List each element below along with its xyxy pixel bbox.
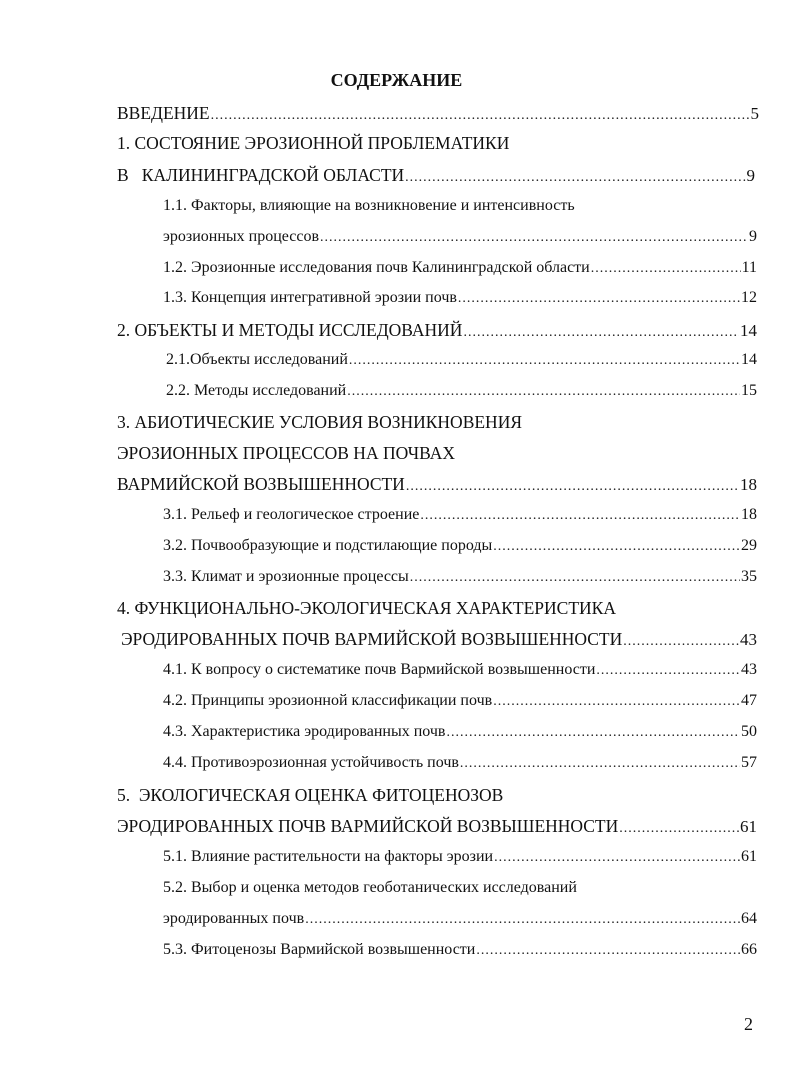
toc-entry-text: 1.1. Факторы, влияющие на возникновение и интенсивность [163,197,575,214]
toc-entry-text: 1.3. Концепция интегративной эрозии почв [163,289,457,306]
toc-entry-text: 5. ЭКОЛОГИЧЕСКАЯ ОЦЕНКА ФИТОЦЕНОЗОВ [117,785,504,805]
toc-entry-text: 4.1. К вопросу о систематике почв Вармийской возвышенности [163,661,596,678]
toc-page-number: 29 [741,537,757,554]
toc-entry-text: 4.2. Принципы эрозионной классификации почв [163,692,493,709]
toc-entry-text: 2.2. Методы исследований [166,382,347,399]
toc-entry-text: ЭРОЗИОННЫХ ПРОЦЕССОВ НА ПОЧВАХ [117,443,456,463]
toc-entry-text: 3. АБИОТИЧЕСКИЕ УСЛОВИЯ ВОЗНИКНОВЕНИЯ [117,412,523,432]
toc-page-number: 11 [741,259,757,276]
toc-page-number: 50 [741,723,757,740]
toc-page-number: 66 [741,941,757,958]
dot-leader [476,939,740,963]
dot-leader [446,721,740,745]
toc-entry-3-3[interactable] [163,565,757,589]
toc-entry-text: 2. ОБЪЕКТЫ И МЕТОДЫ ИССЛЕДОВАНИЙ [117,320,463,340]
toc-page-number: 14 [741,351,757,368]
toc-page-number: 18 [741,506,757,523]
toc-page-number: 57 [741,754,757,771]
toc-page-number: 18 [740,475,757,494]
toc-page-number: 61 [741,848,757,865]
dot-leader [405,166,745,190]
toc-entry-chapter-1-cont[interactable] [117,163,755,187]
dot-leader [410,566,740,590]
toc-entry-4-4[interactable] [163,751,757,775]
dot-leader [619,817,739,841]
dot-leader [406,475,739,499]
toc-entry-1-3[interactable] [163,286,757,310]
toc-entry-text: ЭРОДИРОВАННЫХ ПОЧВ ВАРМИЙСКОЙ ВОЗВЫШЕННОСТИ [121,629,623,649]
toc-entry-chapter-3-cont-2[interactable] [117,472,757,496]
dot-leader [320,226,748,250]
toc-entry-text: ЭРОДИРОВАННЫХ ПОЧВ ВАРМИЙСКОЙ ВОЗВЫШЕННОСТИ [117,816,619,836]
toc-entry-1-1[interactable] [163,194,575,218]
toc-entry-text: ВВЕДЕНИЕ [117,103,210,123]
toc-entry-5-2[interactable] [163,876,577,900]
toc-entry-text: 4. ФУНКЦИОНАЛЬНО-ЭКОЛОГИЧЕСКАЯ ХАРАКТЕРИСТИКА [117,598,616,618]
toc-entry-chapter-3-cont-1[interactable] [117,441,455,465]
toc-page-number: 64 [741,910,757,927]
toc-entry-4-3[interactable] [163,720,757,744]
toc-page-number: 43 [740,630,757,649]
toc-entry-text: 3.3. Климат и эрозионные процессы [163,568,409,585]
toc-entry-5-2-cont[interactable] [163,907,757,931]
toc-entry-text: 1. СОСТОЯНИЕ ЭРОЗИОННОЙ ПРОБЛЕМАТИКИ [117,133,510,153]
toc-entry-text: 2.1.Объекты исследований [166,351,348,368]
toc-entry-text: В КАЛИНИНГРАДСКОЙ ОБЛАСТИ [117,165,405,185]
dot-leader [623,630,739,654]
dot-leader [211,104,750,128]
toc-entry-introduction[interactable] [117,101,759,125]
toc-entry-4-2[interactable] [163,689,757,713]
toc-entry-3-1[interactable] [163,503,757,527]
toc-page-number: 47 [741,692,757,709]
dot-leader [460,752,740,776]
dot-leader [349,349,740,373]
toc-entry-text: эрозионных процессов [163,228,320,245]
toc-entry-text: 4.4. Противоэрозионная устойчивость почв [163,754,459,771]
toc-entry-5-3[interactable] [163,938,757,962]
dot-leader [420,504,740,528]
page-title: СОДЕРЖАНИЕ [330,70,463,90]
dot-leader [458,287,740,311]
toc-entry-text: 5.1. Влияние растительности на факторы эрозии [163,848,494,865]
toc-page-number: 9 [749,228,757,245]
toc-page-number: 5 [750,104,759,123]
toc-entry-4-1[interactable] [163,658,757,682]
toc-entry-text: 1.2. Эрозионные исследования почв Калининградской области [163,259,590,276]
toc-entry-text: ВАРМИЙСКОЙ ВОЗВЫШЕННОСТИ [117,474,405,494]
toc-entry-chapter-3[interactable] [117,410,522,434]
dot-leader [596,659,740,683]
toc-entry-3-2[interactable] [163,534,757,558]
toc-page-number: 15 [741,382,757,399]
toc-page-number: 35 [741,568,757,585]
toc-page-number: 9 [746,166,755,185]
toc-entry-text: эродированных почв [163,910,305,927]
toc-entry-text: 4.3. Характеристика эродированных почв [163,723,446,740]
toc-page-number: 12 [741,289,757,306]
dot-leader [591,257,741,281]
toc-entry-chapter-5-cont[interactable] [117,814,757,838]
toc-entry-1-2[interactable] [163,256,757,280]
dot-leader [493,690,740,714]
toc-entry-text: 3.1. Рельеф и геологическое строение [163,506,420,523]
toc-entry-text: 5.2. Выбор и оценка методов геоботанических исследований [163,879,577,896]
toc-entry-1-1-cont[interactable] [163,225,757,249]
toc-entry-chapter-5[interactable] [117,783,503,807]
toc-page-number: 61 [740,817,757,836]
dot-leader [493,535,740,559]
toc-entry-chapter-2[interactable] [117,318,757,342]
toc-entry-chapter-1[interactable] [117,131,509,155]
toc-entry-5-1[interactable] [163,845,757,869]
page-number: 2 [744,1014,753,1034]
toc-entry-2-2[interactable] [166,379,757,403]
toc-entry-text: 5.3. Фитоценозы Вармийской возвышенности [163,941,476,958]
dot-leader [305,908,740,932]
toc-page-number: 14 [740,321,757,340]
toc-entry-chapter-4-cont[interactable] [121,627,757,651]
toc-entry-2-1[interactable] [166,348,757,372]
toc-entry-chapter-4[interactable] [117,596,616,620]
toc-page-number: 43 [741,661,757,678]
dot-leader [347,380,740,404]
dot-leader [494,846,740,870]
toc-entry-text: 3.2. Почвообразующие и подстилающие породы [163,537,493,554]
dot-leader [463,321,739,345]
